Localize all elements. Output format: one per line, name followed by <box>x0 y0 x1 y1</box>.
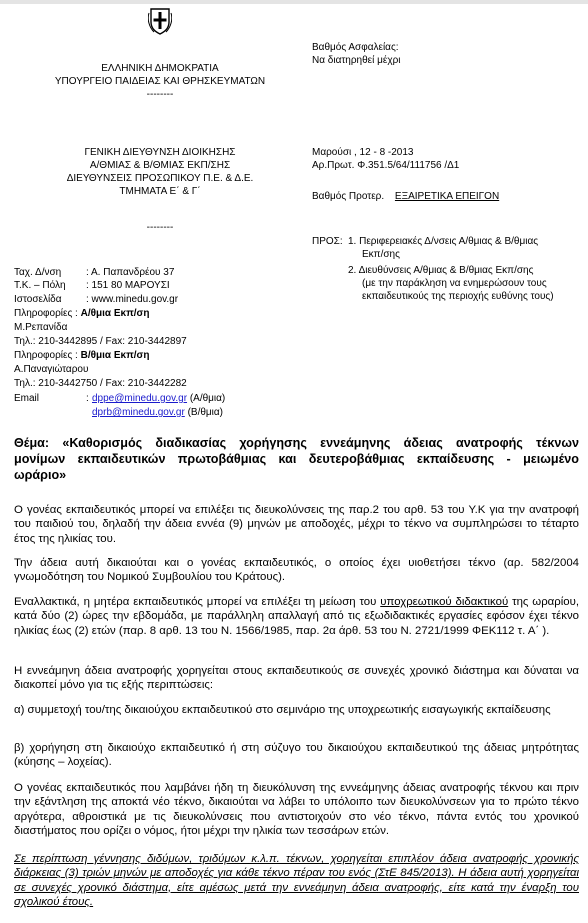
subject-line-1: Θέμα: «Καθορισμός διαδικασίας χορήγησης εννεάμηνης άδειας ανατροφής τέκνων <box>14 436 579 450</box>
paragraph-3-underlined: υποχρεωτικού διδακτικού <box>380 596 509 608</box>
recipient-1: 1. Περιφερειακές Δ/νσεις Α/θμιας & Β/θμιας <box>348 236 539 247</box>
paragraph-twins: Σε περίπτωση γέννησης διδύμων, τριδύμων κ.λ.π. τέκνων, χορηγείται επιπλέον άδεια ανατροφής χρονικής διάρκειας (3) τριών μηνών με αποδοχές για κάθε τέκνο πέραν του ενός (ΣτΕ 845/2013). Η άδεια αυτή χορηγείται σε συνεχές χρονικό διάστημα, είτε αμέσως μετά την εννεάμηνη άδεια ανατροφής, είτε κατά την έναρξη του σχολικού έτους. <box>14 853 579 908</box>
priority-label: Βαθμός Προτερ. <box>312 191 385 202</box>
departments: ΤΜΗΜΑΤΑ Ε΄ & Γ΄ <box>119 186 201 197</box>
email-label: Email <box>14 393 40 404</box>
recipient-2-note-2: εκπαιδευτικούς της περιοχής ευθύνης τους) <box>362 291 554 302</box>
header-separator-2: -------- <box>146 222 174 233</box>
email-secondary <box>92 406 223 420</box>
protocol-number: Αρ.Πρωτ. Φ.351.5/64/111756 /Δ1 <box>312 160 460 171</box>
subject-line-2: μονίμων εκπαιδευτικών πρωτοβάθμιας και δευτεροβάθμιας εκπαίδευσης - μειωμένο <box>14 451 579 466</box>
header-separator: -------- <box>146 89 174 100</box>
ministry-name: ΥΠΟΥΡΓΕΙΟ ΠΑΙΔΕΙΑΣ ΚΑΙ ΘΡΗΣΚΕΥΜΑΤΩΝ <box>54 76 266 87</box>
paragraph-1: Ο γονέας εκπαιδευτικός μπορεί να επιλέξει τις διευκολύνσεις της παρ.2 του αρθ. 53 του Υ.Κ για την ανατροφή του παιδιού του, δηλαδή την άδεια εννέα (9) μηνών με αποδοχές, μέχρι το τέκνο να συμπληρώσει το τέταρτο έτος της ηλικίας του. <box>14 504 579 545</box>
paragraph-case-b: β) χορήγηση στη δικαιούχο εκπαιδευτικό ή στη σύζυγο του δικαιούχου εκπαιδευτικού της άδειας μητρότητας (κύησης – λοχείας). <box>14 742 579 769</box>
recipients-label: ΠΡΟΣ: <box>312 236 343 247</box>
info-secondary-name: Α.Παναγιώταρου <box>14 364 89 375</box>
email-primary-link[interactable]: dppe@minedu.gov.gr <box>92 393 188 404</box>
recipient-2: 2. Διευθύνσεις Α/θμιας & Β/θμιας Εκπ/σης <box>348 265 534 276</box>
email-secondary-link[interactable]: dprb@minedu.gov.gr <box>92 407 185 418</box>
address-value: : Α. Παπανδρέου 37 <box>86 267 175 278</box>
recipient-2-note-1: (με την παράκληση να ενημερώσουν τους <box>362 278 547 289</box>
paragraph-3-end: της ωραρίου, κατά δύο (2) ώρες την εβδομάδα, με παράλληλη απαλλαγή από τις εξωδιδακτικές εργασίες εφόσον έχει τέκνο ηλικίας έως (2) ετών (παρ. 8 αρθ. 13 του Ν. 1566/1985, παρ. 2α άρθ. 53 του Ν. 2721/1999 ΦΕΚ112 τ. Α΄ ). <box>14 596 579 637</box>
paragraph-3-start: Εναλλακτικά, η μητέρα εκπαιδευτικός μπορεί να επιλέξει τη μείωση του <box>14 596 381 608</box>
website-label: Ιστοσελίδα <box>14 294 62 305</box>
coat-of-arms-icon <box>148 7 172 35</box>
paragraph-2: Την άδεια αυτή δικαιούται και ο γονέας εκπαιδευτικός, ο οποίος έχει υιοθετήσει τέκνο (αρ. 582/2004 γνωμοδότηση του Νομικού Συμβουλίου του Κράτους). <box>14 557 579 584</box>
postcode-value: : 151 80 ΜΑΡΟΥΣΙ <box>86 280 170 291</box>
email-colon: : <box>86 393 89 404</box>
security-label: Βαθμός Ασφαλείας: <box>312 42 399 53</box>
paragraph-4: Η εννεάμηνη άδεια ανατροφής χορηγείται στους εκπαιδευτικούς σε συνεχές χρονικό διάστημα και δύναται να διακοπεί μόνο για τις εξής περιπτώσεις: <box>14 665 579 692</box>
recipient-1-cont: Εκπ/σης <box>362 249 400 260</box>
security-value: Να διατηρηθεί μέχρι <box>312 55 401 66</box>
republic-name: ΕΛΛΗΝΙΚΗ ΔΗΜΟΚΡΑΤΙΑ <box>101 63 219 74</box>
info-primary-name: Μ.Ρεπανίδα <box>14 322 68 333</box>
info-secondary-phone: Τηλ.: 210-3442750 / Fax: 210-3442282 <box>14 378 187 389</box>
paragraph-case-a: α) συμμετοχή του/της δικαιούχου εκπαιδευτικού στο σεμινάριο της υποχρεωτικής εισαγωγικής εκπαίδευσης <box>14 704 551 716</box>
info-primary <box>14 307 149 321</box>
info-primary-phone: Τηλ.: 210-3442895 / Fax: 210-3442897 <box>14 336 187 347</box>
info-secondary <box>14 349 149 363</box>
address-label: Ταχ. Δ/νση <box>14 267 62 278</box>
info-primary-label: Πληροφορίες : <box>14 308 78 319</box>
paragraph-3 <box>14 595 579 638</box>
info-primary-value: Α/θμια Εκπ/ση <box>80 308 150 319</box>
personnel-directorates: ΔΙΕΥΘΥΝΣΕΙΣ ΠΡΟΣΩΠΙΚΟΥ Π.Ε. & Δ.Ε. <box>66 173 254 184</box>
email-primary <box>92 392 225 406</box>
postcode-label: Τ.Κ. – Πόλη <box>14 280 66 291</box>
priority-line <box>312 191 499 203</box>
info-secondary-value: Β/θμια Εκπ/ση <box>80 350 150 361</box>
general-directorate: ΓΕΝΙΚΗ ΔΙΕΥΘΥΝΣΗ ΔΙΟΙΚΗΣΗΣ <box>84 147 236 158</box>
email-primary-note: (Α/θμια) <box>189 393 226 404</box>
website-value[interactable]: : www.minedu.gov.gr <box>86 294 179 305</box>
subject <box>14 436 579 483</box>
priority-value: ΕΞΑΙΡΕΤΙΚΑ ΕΠΕΙΓΟΝ <box>394 191 500 202</box>
place-date: Μαρούσι , 12 - 8 -2013 <box>312 147 414 158</box>
paragraph-7: Ο γονέας εκπαιδευτικός που λαμβάνει ήδη τη διευκόλυνση της εννεάμηνης άδειας ανατροφής τέκνου και πριν την εξάντληση της αποκτά νέο τέκνο, δικαιούται να λάβει το υπόλοιπο των διευκολύνσεων για το πρώτο τέκνο αργότερα, αθροιστικά με τις διευκολύνσεις που αντιστοιχούν στο νέο τέκνο, πάντα εντός του χρονικού διαστήματος που ορίζει ο νόμος, ήτοι μέχρι την ηλικία των τεσσάρων ετών. <box>14 782 579 837</box>
page-top-edge <box>0 0 588 4</box>
info-secondary-label: Πληροφορίες : <box>14 350 78 361</box>
email-secondary-note: (Β/θμια) <box>187 407 224 418</box>
subject-line-3: ωράριο» <box>14 467 67 482</box>
education-level: Α/ΘΜΙΑΣ & Β/ΘΜΙΑΣ ΕΚΠ/ΣΗΣ <box>89 160 231 171</box>
